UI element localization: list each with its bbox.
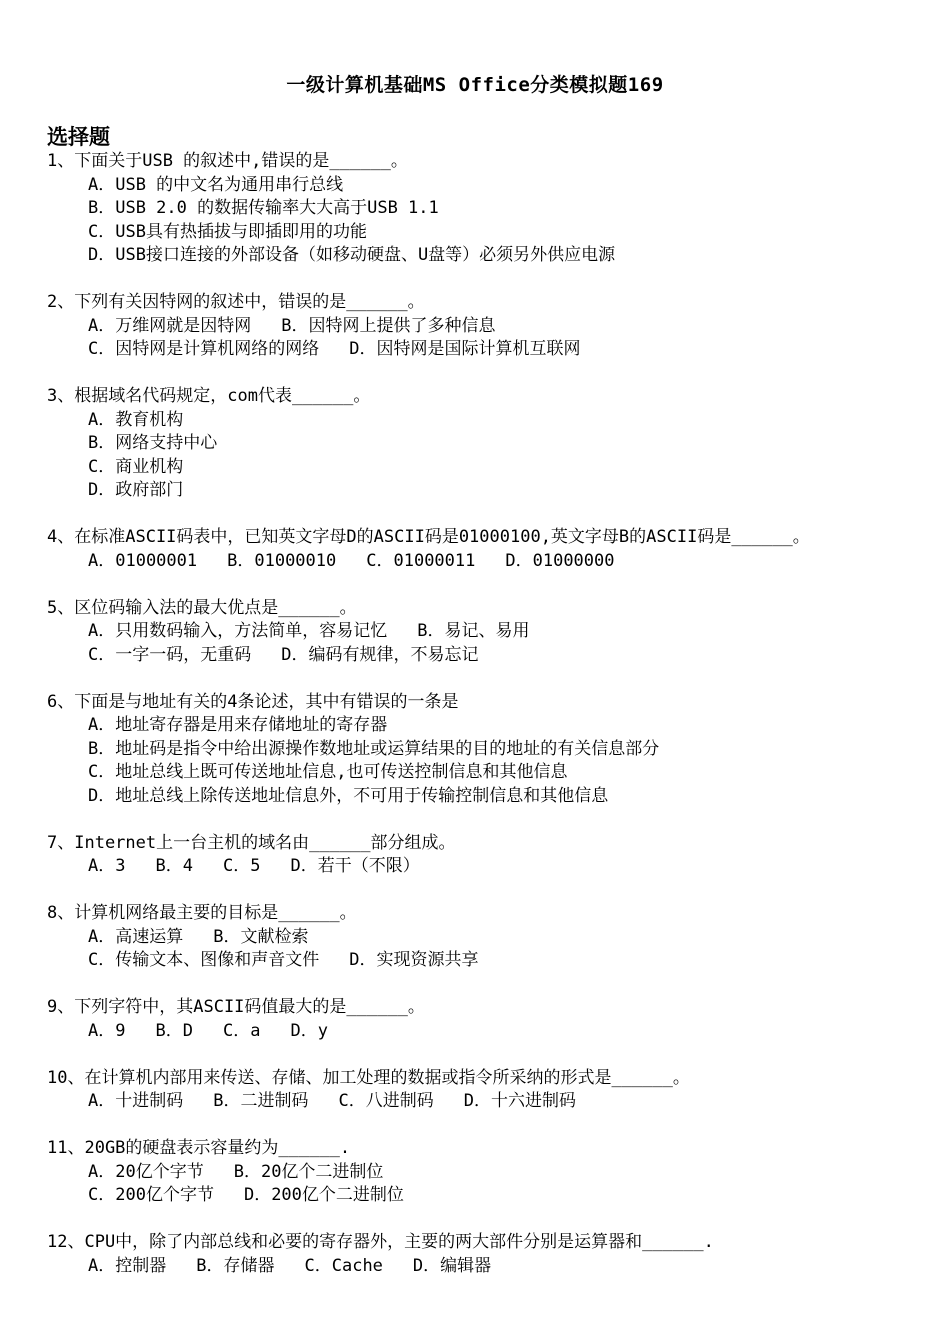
option-line <box>47 785 942 809</box>
question-9 <box>47 996 942 1043</box>
answer-option: A．高速运算 <box>88 926 184 947</box>
answer-option: D．实现资源共享 <box>349 950 479 970</box>
question-12 <box>47 1231 942 1278</box>
answer-option: C．一字一码，无重码 <box>88 644 252 665</box>
question-4 <box>47 526 942 573</box>
answer-option: C．地址总线上既可传送地址信息,也可传送控制信息和其他信息 <box>88 762 568 782</box>
option-line <box>47 761 942 785</box>
question-stem: 1、下面关于USB 的叙述中,错误的是______。 <box>47 151 408 171</box>
option-line <box>47 1255 942 1279</box>
answer-option: C．八进制码 <box>338 1091 434 1111</box>
option-line <box>47 221 942 245</box>
question-stem: 12、CPU中，除了内部总线和必要的寄存器外，主要的两大部件分别是运算器和______. <box>47 1232 714 1252</box>
option-line <box>47 456 942 480</box>
option-line <box>47 479 942 503</box>
answer-option: B．二进制码 <box>213 1091 309 1111</box>
answer-option: C．5 <box>222 856 261 876</box>
answer-option: B．因特网上提供了多种信息 <box>281 315 496 336</box>
option-line <box>47 1161 942 1185</box>
answer-option: C．因特网是计算机网络的网络 <box>88 339 320 359</box>
option-line <box>47 550 942 574</box>
question-stem: 2、下列有关因特网的叙述中，错误的是______。 <box>47 292 425 312</box>
option-line <box>47 197 942 221</box>
option-line <box>47 620 942 644</box>
document-title: 一级计算机基础MS Office分类模拟题169 <box>286 74 664 96</box>
answer-option: C．200亿个字节 <box>88 1185 214 1205</box>
answer-option: A．9 <box>88 1020 126 1041</box>
answer-option: D．因特网是国际计算机互联网 <box>349 339 581 359</box>
option-line <box>47 338 942 362</box>
answer-option: A．USB 的中文名为通用串行总线 <box>88 174 344 195</box>
question-stem: 4、在标准ASCII码表中，已知英文字母D的ASCII码是01000100,英文字母B的ASCII码是______。 <box>47 527 810 547</box>
question-1 <box>47 150 942 268</box>
option-line <box>47 855 942 879</box>
answer-option: B．01000010 <box>227 550 337 571</box>
question-10 <box>47 1067 942 1114</box>
option-line <box>47 1184 942 1208</box>
question-stem: 5、区位码输入法的最大优点是______。 <box>47 597 357 618</box>
answer-option: A．万维网就是因特网 <box>88 315 252 336</box>
answer-option: C．01000011 <box>366 550 476 571</box>
answer-option: A．控制器 <box>88 1255 167 1276</box>
answer-option: B．地址码是指令中给出源操作数地址或运算结果的目的地址的有关信息部分 <box>88 738 660 759</box>
option-line <box>47 738 942 762</box>
answer-option: C．商业机构 <box>88 456 184 477</box>
question-3 <box>47 385 942 503</box>
question-8 <box>47 902 942 973</box>
option-line <box>47 315 942 339</box>
option-line <box>47 432 942 456</box>
option-line <box>47 174 942 198</box>
answer-option: D．200亿个二进制位 <box>243 1185 404 1205</box>
question-stem: 9、下列字符中，其ASCII码值最大的是______。 <box>47 997 425 1017</box>
answer-option: A．01000001 <box>88 550 198 571</box>
answer-option: B．存储器 <box>196 1255 275 1276</box>
option-line <box>47 244 942 268</box>
answer-option: D．01000000 <box>505 550 615 571</box>
answer-option: C．USB具有热插拔与即插即用的功能 <box>88 221 367 242</box>
answer-option: A．地址寄存器是用来存储地址的寄存器 <box>88 715 388 735</box>
answer-option: D．y <box>290 1020 328 1041</box>
answer-option: D．编辑器 <box>412 1255 492 1276</box>
question-stem: 3、根据域名代码规定，com代表______。 <box>47 386 371 406</box>
answer-option: B．USB 2.0 的数据传输率大大高于USB 1.1 <box>88 198 439 218</box>
option-line <box>47 1090 942 1114</box>
answer-option: B．D <box>155 1020 193 1041</box>
question-stem: 11、20GB的硬盘表示容量约为______. <box>47 1138 351 1158</box>
answer-option: D．USB接口连接的外部设备（如移动硬盘、U盘等）必须另外供应电源 <box>88 245 616 265</box>
question-stem: 10、在计算机内部用来传送、存储、加工处理的数据或指令所采纳的形式是______。 <box>47 1067 690 1088</box>
question-stem: 8、计算机网络最主要的目标是______。 <box>47 903 357 923</box>
answer-option: D．十六进制码 <box>463 1091 576 1111</box>
question-list <box>47 150 942 1302</box>
option-line <box>47 949 942 973</box>
answer-option: B．网络支持中心 <box>88 433 218 453</box>
question-5 <box>47 597 942 668</box>
option-line <box>47 644 942 668</box>
section-heading: 选择题 <box>47 125 110 149</box>
question-stem: 7、Internet上一台主机的域名由______部分组成。 <box>47 832 456 853</box>
answer-option: C．Cache <box>304 1255 383 1276</box>
option-line <box>47 409 942 433</box>
answer-option: C．传输文本、图像和声音文件 <box>88 950 320 970</box>
option-line <box>47 926 942 950</box>
question-stem: 6、下面是与地址有关的4条论述，其中有错误的一条是 <box>47 691 459 712</box>
option-line <box>47 1020 942 1044</box>
answer-option: B．易记、易用 <box>417 621 530 641</box>
question-11 <box>47 1137 942 1208</box>
option-line <box>47 714 942 738</box>
answer-option: A．只用数码输入，方法简单，容易记忆 <box>88 621 388 641</box>
answer-option: D．地址总线上除传送地址信息外，不可用于传输控制信息和其他信息 <box>88 785 609 806</box>
answer-option: A．教育机构 <box>88 409 184 430</box>
answer-option: B．20亿个二进制位 <box>233 1161 384 1182</box>
question-6 <box>47 691 942 809</box>
question-2 <box>47 291 942 362</box>
answer-option: D．编码有规律，不易忘记 <box>281 644 479 665</box>
answer-option: D．政府部门 <box>88 480 184 500</box>
answer-option: B．文献检索 <box>213 926 309 947</box>
answer-option: A．3 <box>88 856 126 876</box>
answer-option: B．4 <box>155 856 193 876</box>
answer-option: A．十进制码 <box>88 1091 184 1111</box>
question-7 <box>47 832 942 879</box>
answer-option: A．20亿个字节 <box>88 1161 204 1182</box>
answer-option: D．若干（不限） <box>290 856 420 876</box>
answer-option: C．a <box>222 1020 261 1041</box>
